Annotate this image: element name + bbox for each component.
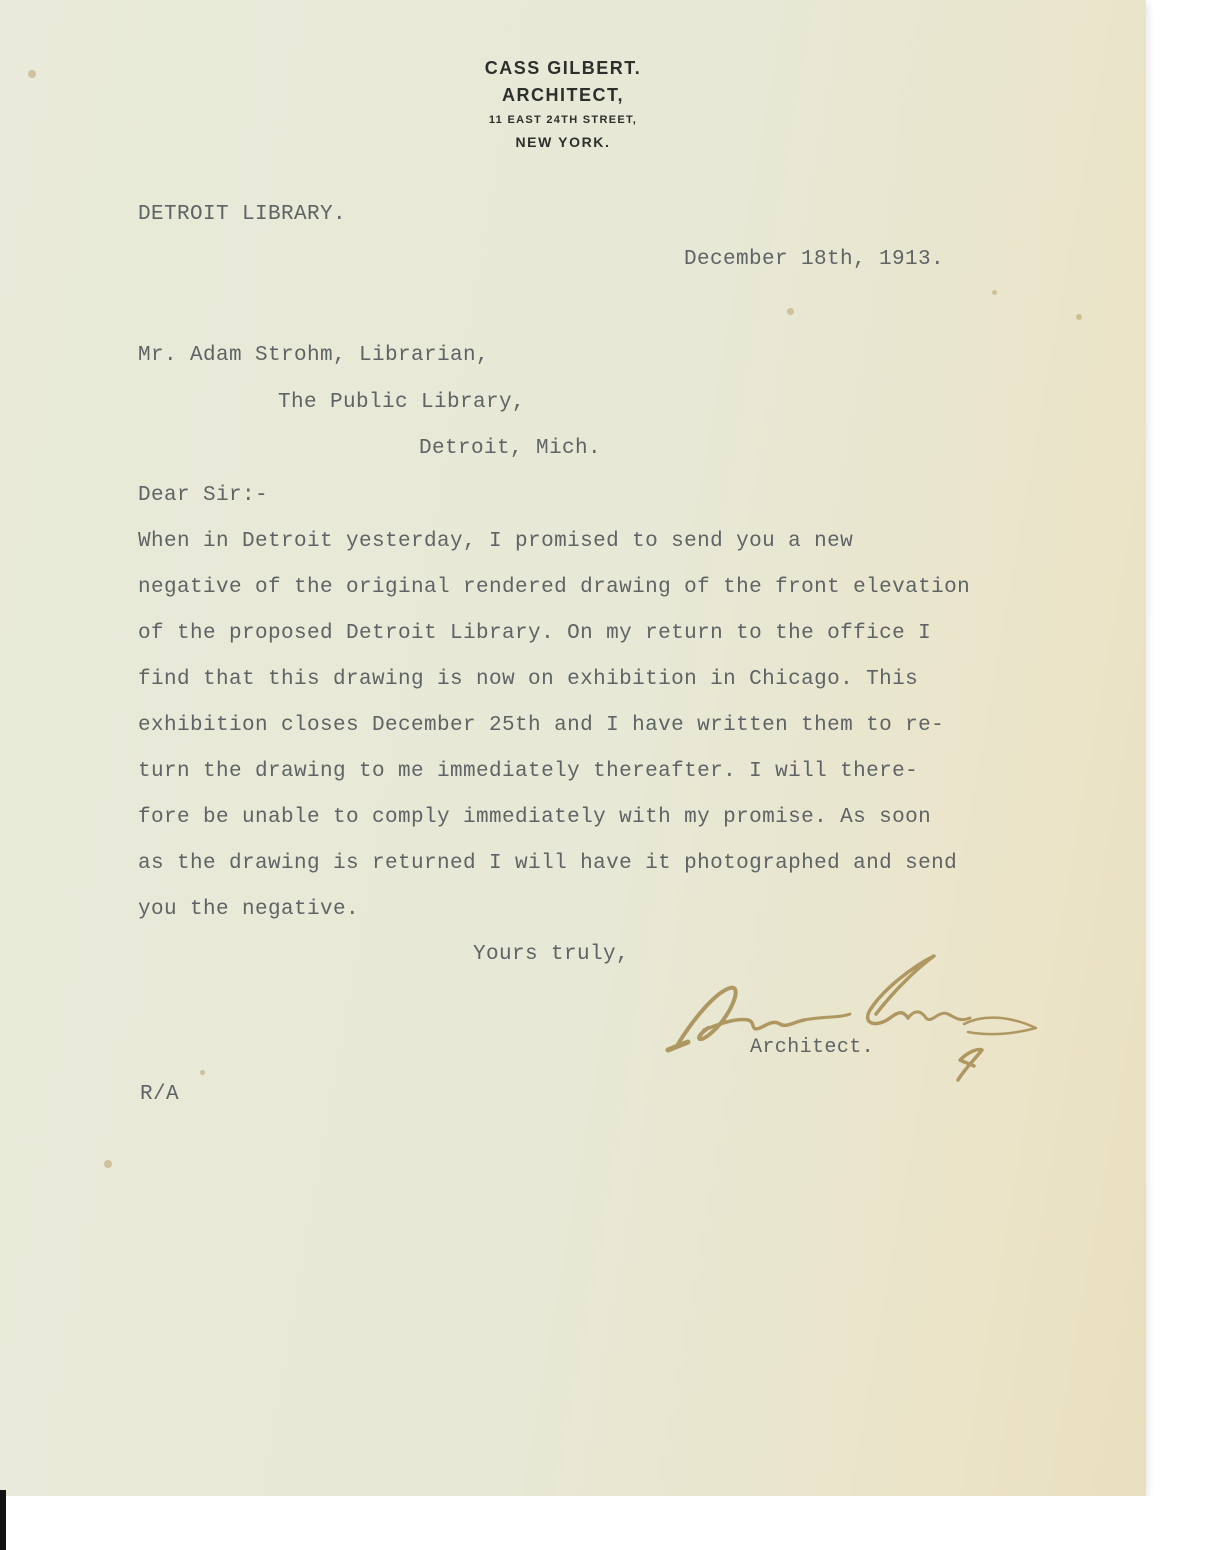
handwritten-signature (664, 948, 1044, 1088)
letter-date: December 18th, 1913. (684, 248, 945, 271)
body-line: of the proposed Detroit Library. On my return to the office I (138, 622, 932, 645)
scan-margin (0, 1496, 1230, 1550)
scan-edge (0, 1490, 6, 1550)
body-line: exhibition closes December 25th and I have written them to re- (138, 714, 945, 737)
paper-speck (104, 1160, 112, 1168)
body-line: fore be unable to comply immediately with my promise. As soon (138, 806, 932, 829)
recipient-line-1: Mr. Adam Strohm, Librarian, (138, 344, 490, 367)
recipient-line-2: The Public Library, (278, 391, 526, 414)
body-line: find that this drawing is now on exhibition in Chicago. This (138, 668, 919, 691)
recipient-line-3: Detroit, Mich. (419, 437, 602, 460)
typist-initials: R/A (140, 1083, 180, 1106)
salutation: Dear Sir:- (138, 484, 269, 507)
body-line: negative of the original rendered drawing of the front elevation (138, 576, 971, 599)
letter-subject: DETROIT LIBRARY. (138, 203, 347, 226)
paper-speck (1076, 314, 1082, 320)
letterhead-street: 11 EAST 24TH STREET, (488, 114, 638, 126)
body-line: When in Detroit yesterday, I promised to send you a new (138, 530, 854, 553)
body-line: as the drawing is returned I will have it photographed and send (138, 852, 958, 875)
paper-speck (787, 308, 794, 315)
closing: Yours truly, (473, 943, 630, 966)
letterhead-city: NEW YORK. (515, 134, 611, 150)
body-line: you the negative. (138, 898, 360, 921)
signer-title: Architect. (750, 1036, 875, 1059)
letterhead-title: ARCHITECT, (502, 85, 624, 105)
paper-speck (992, 290, 997, 295)
paper-speck (200, 1070, 205, 1075)
paper-speck (28, 70, 36, 78)
body-line: turn the drawing to me immediately thereafter. I will there- (138, 760, 919, 783)
letterhead-name: CASS GILBERT. (484, 58, 642, 78)
